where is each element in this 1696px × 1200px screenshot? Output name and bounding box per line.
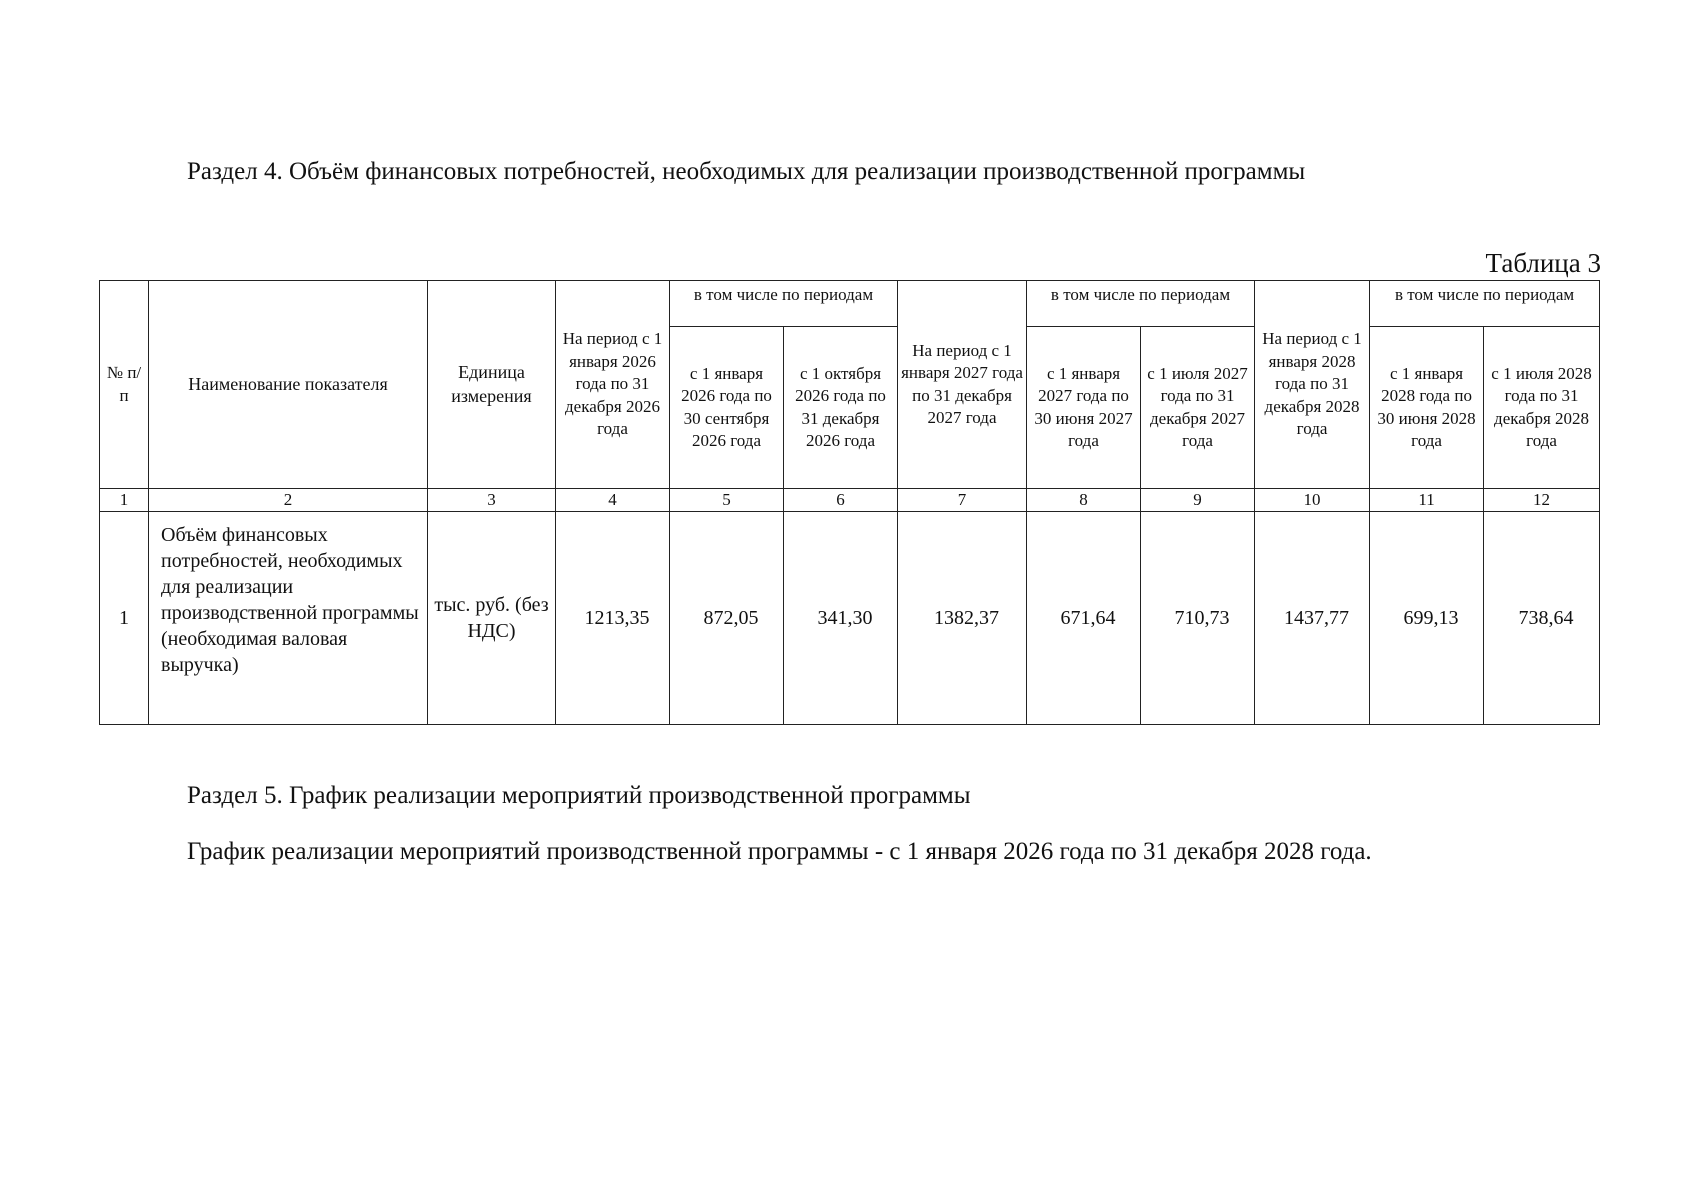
header-sub-2026-b: с 1 октября 2026 года по 31 декабря 2026 года <box>784 327 898 489</box>
column-number: 7 <box>898 489 1027 512</box>
value-2027-total: 1382,37 <box>898 512 1027 725</box>
value-2026-oct-dec: 341,30 <box>784 512 898 725</box>
value-2027-jan-jun: 671,64 <box>1027 512 1141 725</box>
value-2028-jul-dec: 738,64 <box>1484 512 1600 725</box>
value-2028-jan-jun: 699,13 <box>1370 512 1484 725</box>
column-number: 3 <box>428 489 556 512</box>
header-sub-2028-b: с 1 июля 2028 года по 31 декабря 2028 года <box>1484 327 1600 489</box>
row-unit: тыс. руб. (без НДС) <box>428 512 556 725</box>
column-number: 6 <box>784 489 898 512</box>
column-number: 9 <box>1141 489 1255 512</box>
section-4-heading: Раздел 4. Объём финансовых потребностей, необходимых для реализации производственной программы <box>187 158 1306 185</box>
header-sub-2027-a: с 1 января 2027 года по 30 июня 2027 года <box>1027 327 1141 489</box>
column-number: 12 <box>1484 489 1600 512</box>
column-number: 8 <box>1027 489 1141 512</box>
header-sub-2028-a: с 1 января 2028 года по 30 июня 2028 года <box>1370 327 1484 489</box>
value-2027-jul-dec: 710,73 <box>1141 512 1255 725</box>
header-incl-2026: в том числе по периодам <box>670 281 898 327</box>
row-num: 1 <box>100 512 149 725</box>
schedule-text: График реализации мероприятий производственной программы - с 1 января 2026 года по 31 декабря 2028 года. <box>187 838 1372 865</box>
column-number: 11 <box>1370 489 1484 512</box>
column-number: 5 <box>670 489 784 512</box>
column-number: 10 <box>1255 489 1370 512</box>
column-number-row <box>100 489 1600 512</box>
header-sub-2027-b: с 1 июля 2027 года по 31 декабря 2027 года <box>1141 327 1255 489</box>
header-unit: Единица измерения <box>428 281 556 489</box>
header-incl-2027: в том числе по периодам <box>1027 281 1255 327</box>
row-indicator-name: Объём финансовых потребностей, необходимых для реализации производственной программы (необходимая валовая выручка) <box>149 512 428 725</box>
column-number: 2 <box>149 489 428 512</box>
header-name: Наименование показателя <box>149 281 428 489</box>
header-incl-2028: в том числе по периодам <box>1370 281 1600 327</box>
header-num: № п/п <box>100 281 149 489</box>
financial-needs-table <box>99 280 1600 725</box>
header-period-2028: На период с 1 января 2028 года по 31 декабря 2028 года <box>1255 281 1370 489</box>
table-label: Таблица 3 <box>1485 248 1601 278</box>
header-period-2026: На период с 1 января 2026 года по 31 декабря 2026 года <box>556 281 670 489</box>
value-2028-total: 1437,77 <box>1255 512 1370 725</box>
column-number: 1 <box>100 489 149 512</box>
value-2026-jan-sep: 872,05 <box>670 512 784 725</box>
header-period-2027: На период с 1 января 2027 года по 31 декабря 2027 года <box>898 281 1027 489</box>
header-sub-2026-a: с 1 января 2026 года по 30 сентября 2026 года <box>670 327 784 489</box>
section-5-heading: Раздел 5. График реализации мероприятий производственной программы <box>187 782 971 809</box>
column-number: 4 <box>556 489 670 512</box>
value-2026-total: 1213,35 <box>556 512 670 725</box>
table-row <box>100 512 1600 725</box>
